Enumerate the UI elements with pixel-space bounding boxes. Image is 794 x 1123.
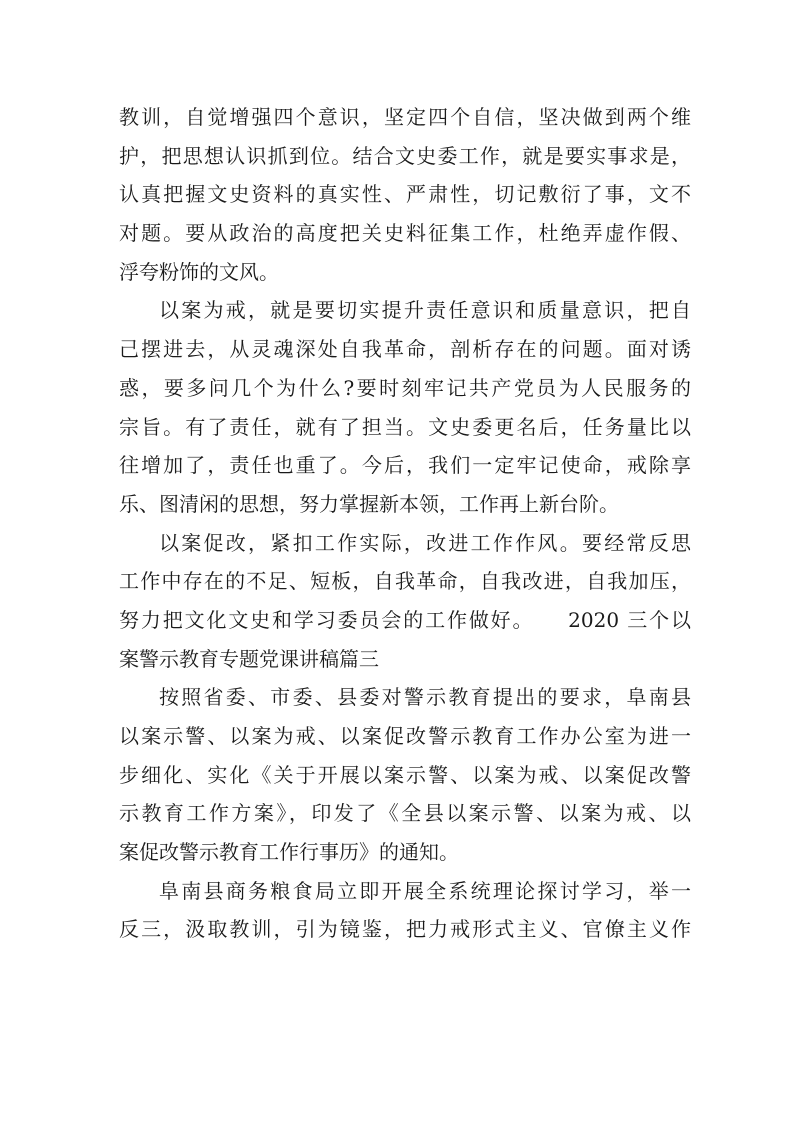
text-line: 以案促改，紧扣工作实际，改进工作作风。要经常反思 (159, 530, 691, 555)
text-line: 宗旨。有了责任，就有了担当。文史委更名后，任务量比以 (119, 414, 691, 439)
text-line: 以案示警、以案为戒、以案促改警示教育工作办公室为进一 (119, 724, 691, 748)
text-line: 努力把文化文史和学习委员会的工作做好。 2020 三个以 (119, 607, 691, 632)
text-line: 护，把思想认识抓到位。结合文史委工作，就是要实事求是， (119, 143, 691, 168)
text-line: 反三，汲取教训，引为镜鉴，把力戒形式主义、官僚主义作 (119, 917, 691, 942)
text-line: 教训，自觉增强四个意识，坚定四个自信，坚决做到两个维 (119, 105, 691, 129)
text-line: 对题。要从政治的高度把关史料征集工作，杜绝弄虚作假、 (119, 221, 691, 246)
text-line: 己摆进去，从灵魂深处自我革命，剖析存在的问题。面对诱 (119, 337, 691, 362)
text-line: 往增加了，责任也重了。今后，我们一定牢记使命，戒除享 (119, 453, 691, 478)
document-body (119, 98, 691, 949)
text-line: 惑，要多问几个为什么?要时刻牢记共产党员为人民服务的 (119, 375, 691, 400)
text-line: 步细化、实化《关于开展以案示警、以案为戒、以案促改警 (119, 762, 691, 787)
text-line: 案促改警示教育工作行事历》的通知。 (119, 840, 459, 865)
text-line: 阜南县商务粮食局立即开展全系统理论探讨学习，举一 (159, 878, 691, 903)
text-line: 工作中存在的不足、短板，自我革命，自我改进，自我加压， (119, 569, 691, 594)
text-line: 浮夸粉饰的文风。 (119, 259, 279, 284)
text-line: 案警示教育专题党课讲稿篇三 (119, 646, 379, 671)
text-line: 乐、图清闲的思想，努力掌握新本领，工作再上新台阶。 (119, 491, 619, 516)
text-line: 示教育工作方案》，印发了《全县以案示警、以案为戒、以 (119, 801, 691, 826)
text-line: 以案为戒，就是要切实提升责任意识和质量意识，把自 (159, 298, 691, 323)
text-line: 认真把握文史资料的真实性、严肃性，切记敷衍了事，文不 (119, 182, 691, 207)
text-line: 按照省委、市委、县委对警示教育提出的要求，阜南县 (159, 685, 691, 710)
